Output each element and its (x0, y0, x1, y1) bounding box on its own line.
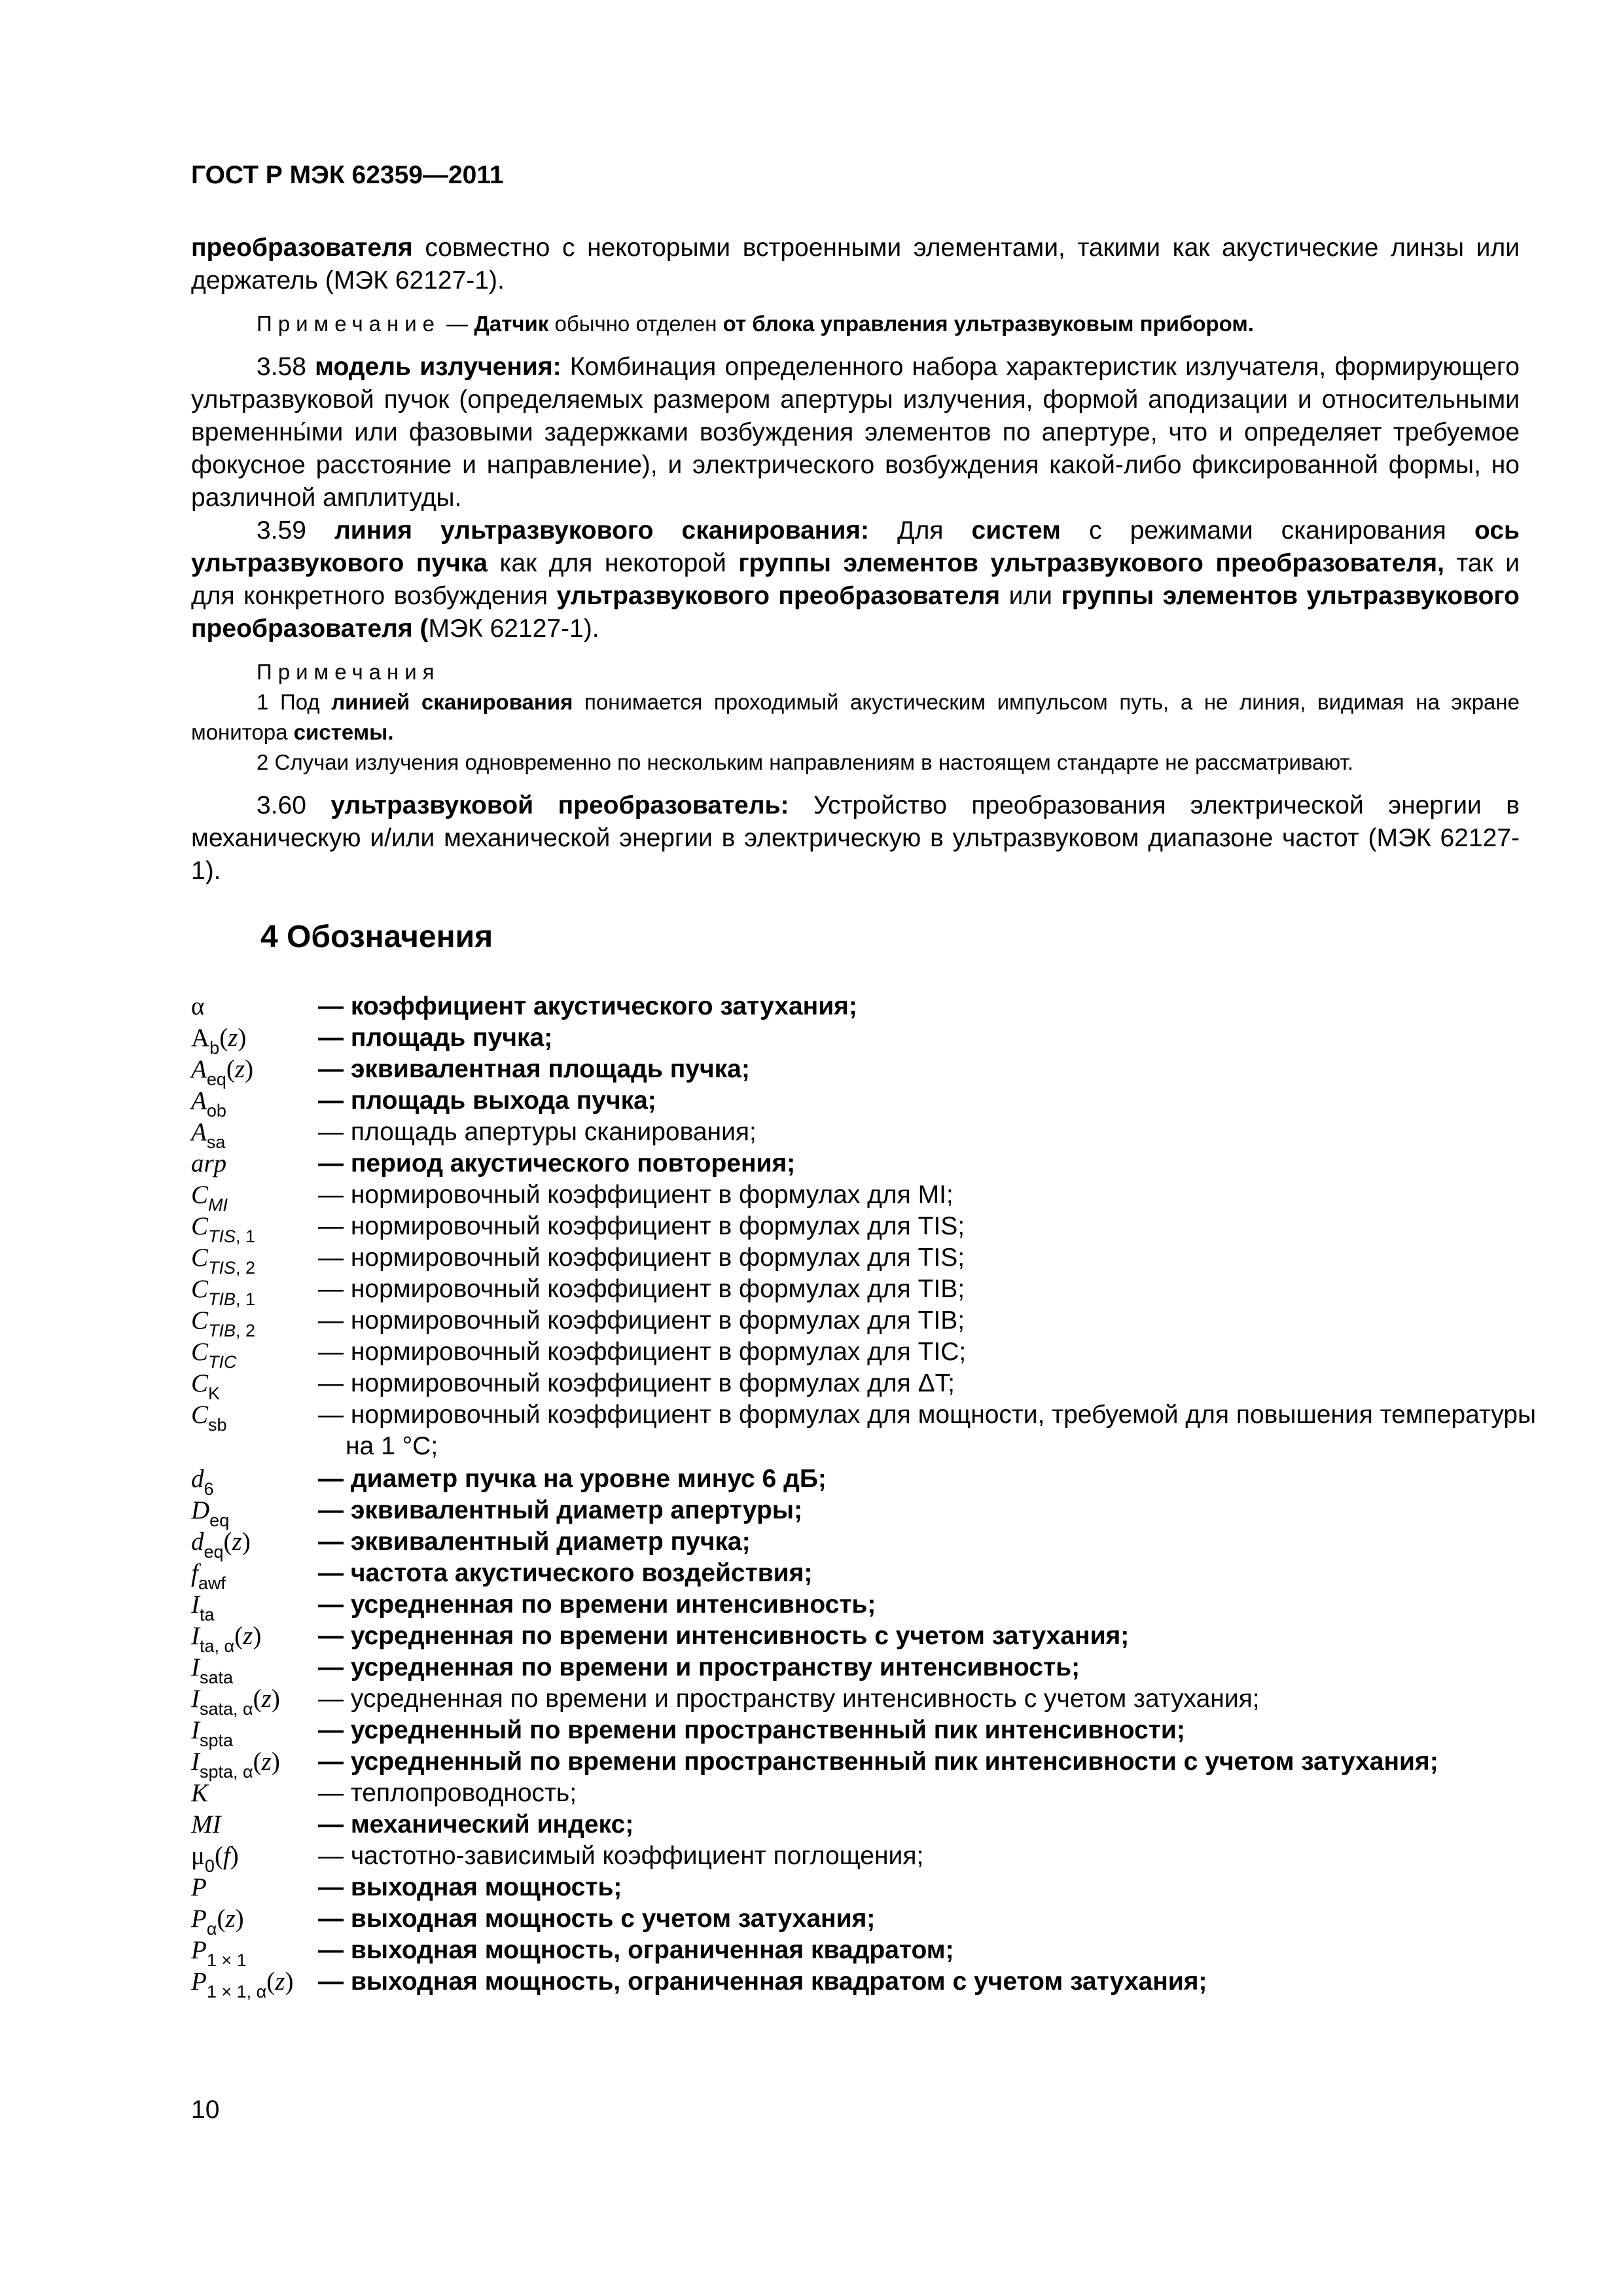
symbol-definition: — усредненная по времени и пространству интенсивность; (318, 1653, 1080, 1681)
symbol-definition: — усредненный по времени пространственный пик интенсивности с учетом затухания; (318, 1748, 1438, 1776)
symbol: $d_{eq}(z)$ (191, 1528, 251, 1562)
symbol-definition: — площадь пучка; (318, 1024, 553, 1052)
symbol: $C_{MI}$ (191, 1181, 228, 1215)
symbol-definition: — коэффициент акустического затухания; (318, 992, 857, 1020)
symbol: $P_{1 \times 1}$ (191, 1936, 247, 1970)
symbol-definition: — нормировочный коэффициент в формулах для мощности, требуемой для повышения температуры на 1 °C; (318, 1401, 1537, 1460)
page-number: 10 (191, 2096, 220, 2124)
term-3-60: 3.60 ультразвуковой преобразователь: Устройство преобразования электрической энергии в механическую и/или механической энергии в электрическую в ультразвуковом диапазоне частот (МЭК 62127-1). (191, 791, 1520, 885)
symbol-definition: — теплопроводность; (318, 1779, 577, 1807)
symbol-definition: — площадь выхода пучка; (318, 1086, 656, 1115)
symbol-definition: — частота акустического воздействия; (318, 1559, 813, 1587)
symbol-definition: — выходная мощность с учетом затухания; (318, 1905, 876, 1933)
symbol: $I_{sata, \alpha}(z)$ (191, 1685, 280, 1719)
symbol: arp (191, 1149, 227, 1177)
symbol: K (191, 1779, 209, 1807)
symbol: $A_{sa}$ (191, 1118, 226, 1152)
symbol-definition: — выходная мощность, ограниченная квадратом с учетом затухания; (318, 1967, 1207, 1996)
symbol-definition: — нормировочный коэффициент в формулах для TIS; (318, 1244, 965, 1272)
intro-note: Примечание — Датчик обычно отделен от блока управления ультразвуковым прибором. (257, 312, 1254, 336)
symbol-definition: — диаметр пучка на уровне минус 6 дБ; (318, 1465, 827, 1493)
symbol: $C_{TIC}$ (191, 1338, 237, 1372)
symbol: $C_{TIS, 2}$ (191, 1244, 256, 1278)
symbol-definition: — усредненная по времени интенсивность; (318, 1590, 876, 1619)
document-header: ГОСТ Р МЭК 62359—2011 (191, 161, 504, 189)
term-3-59: 3.59 линия ультразвукового сканирования: Для систем с режимами сканирования ось ультразвукового пучка как для некоторой группы элементов ультразвукового преобразователя, так и для конкретного возбуждения ультразвукового преобразователя или группы элементов ультразвукового преобразователя (МЭК 62127-1). (191, 516, 1520, 643)
symbols-list (191, 991, 1537, 2001)
symbol: $P_\alpha(z)$ (191, 1905, 244, 1939)
symbol: P (191, 1873, 207, 1901)
symbol: $I_{ta, \alpha}(z)$ (191, 1622, 262, 1656)
symbol: $I_{spta}$ (191, 1716, 234, 1750)
symbol-definition: — усредненная по времени и пространству интенсивность с учетом затухания; (318, 1685, 1260, 1713)
symbol: $I_{sata}$ (191, 1653, 234, 1687)
intro-paragraph: преобразователя совместно с некоторыми встроенными элементами, такими как акустические линзы или держатель (МЭК 62127-1). (191, 234, 1520, 295)
symbol-definition: — площадь апертуры сканирования; (318, 1118, 757, 1146)
symbol-definition: — нормировочный коэффициент в формулах для ΔT; (318, 1369, 955, 1397)
symbol: $C_{TIB, 1}$ (191, 1275, 256, 1309)
symbol-definition: — нормировочный коэффициент в формулах для TIB; (318, 1306, 965, 1335)
symbol-definition: — эквивалентный диаметр пучка; (318, 1528, 751, 1556)
symbol: $A_{eq}(z)$ (191, 1055, 254, 1089)
intro-block (191, 232, 1520, 888)
symbol: $C_{TIB, 2}$ (191, 1306, 256, 1340)
symbol-definition: — эквивалентный диаметр апертуры; (318, 1496, 803, 1524)
symbol-definition: — усредненный по времени пространственный пик интенсивности; (318, 1716, 1185, 1744)
symbol-definition: — выходная мощность; (318, 1873, 622, 1901)
symbol-definition: — эквивалентная площадь пучка; (318, 1055, 750, 1083)
symbol: $f_{awf}$ (191, 1559, 226, 1593)
symbol-definition: — выходная мощность, ограниченная квадратом; (318, 1936, 954, 1964)
symbol-definition: — нормировочный коэффициент в формулах для TIS; (318, 1212, 965, 1240)
symbol-definition: — механический индекс; (318, 1810, 634, 1839)
symbol-definition: — период акустического повторения; (318, 1149, 796, 1177)
symbol: $A_b(z)$ (191, 1024, 247, 1058)
symbol-definition: — нормировочный коэффициент в формулах для TIC; (318, 1338, 967, 1366)
symbol: $D_{eq}$ (191, 1496, 230, 1530)
symbol-definition: — частотно-зависимый коэффициент поглощения; (318, 1842, 924, 1870)
notes-label: Примечания (257, 660, 440, 684)
symbol: $A_{ob}$ (191, 1086, 226, 1121)
term-3-58: 3.58 модель излучения: Комбинация определенного набора характеристик излучателя, формирующего ультразвуковой пучок (определяемых размером апертуры излучения, формой аподизации и относительными временны́ми или фазовыми задержками возбуждения элементов по апертуре, что и определяет требуемое фокусное расстояние и направление), и электрического возбуждения какой-либо фиксированной формы, но различной амплитуды. (191, 353, 1520, 512)
note-2: 2 Случаи излучения одновременно по нескольким направлениям в настоящем стандарте не рассматривают. (257, 750, 1354, 774)
symbol: $d_6$ (191, 1465, 214, 1499)
symbol: $C_K$ (191, 1369, 221, 1403)
symbol: $C_{sb}$ (191, 1401, 227, 1435)
symbol: MI (191, 1810, 221, 1839)
symbol: α (191, 992, 205, 1020)
symbol: $P_{1 \times 1, \alpha}(z)$ (191, 1967, 294, 2001)
symbol-definition: — нормировочный коэффициент в формулах для TIB; (318, 1275, 965, 1303)
symbol: $C_{TIS, 1}$ (191, 1212, 256, 1246)
note-1: 1 Под линией сканирования понимается проходимый акустическим импульсом путь, а не линия, видимая на экране монитора системы. (191, 690, 1520, 744)
symbol: $\mu_0(f)$ (191, 1842, 239, 1876)
section-title: 4 Обозначения (260, 920, 493, 954)
symbol: $I_{ta}$ (191, 1590, 215, 1624)
symbol-definition: — нормировочный коэффициент в формулах для MI; (318, 1181, 954, 1209)
symbol: $I_{spta, \alpha}(z)$ (191, 1748, 280, 1782)
symbol-definition: — усредненная по времени интенсивность с учетом затухания; (318, 1622, 1130, 1650)
